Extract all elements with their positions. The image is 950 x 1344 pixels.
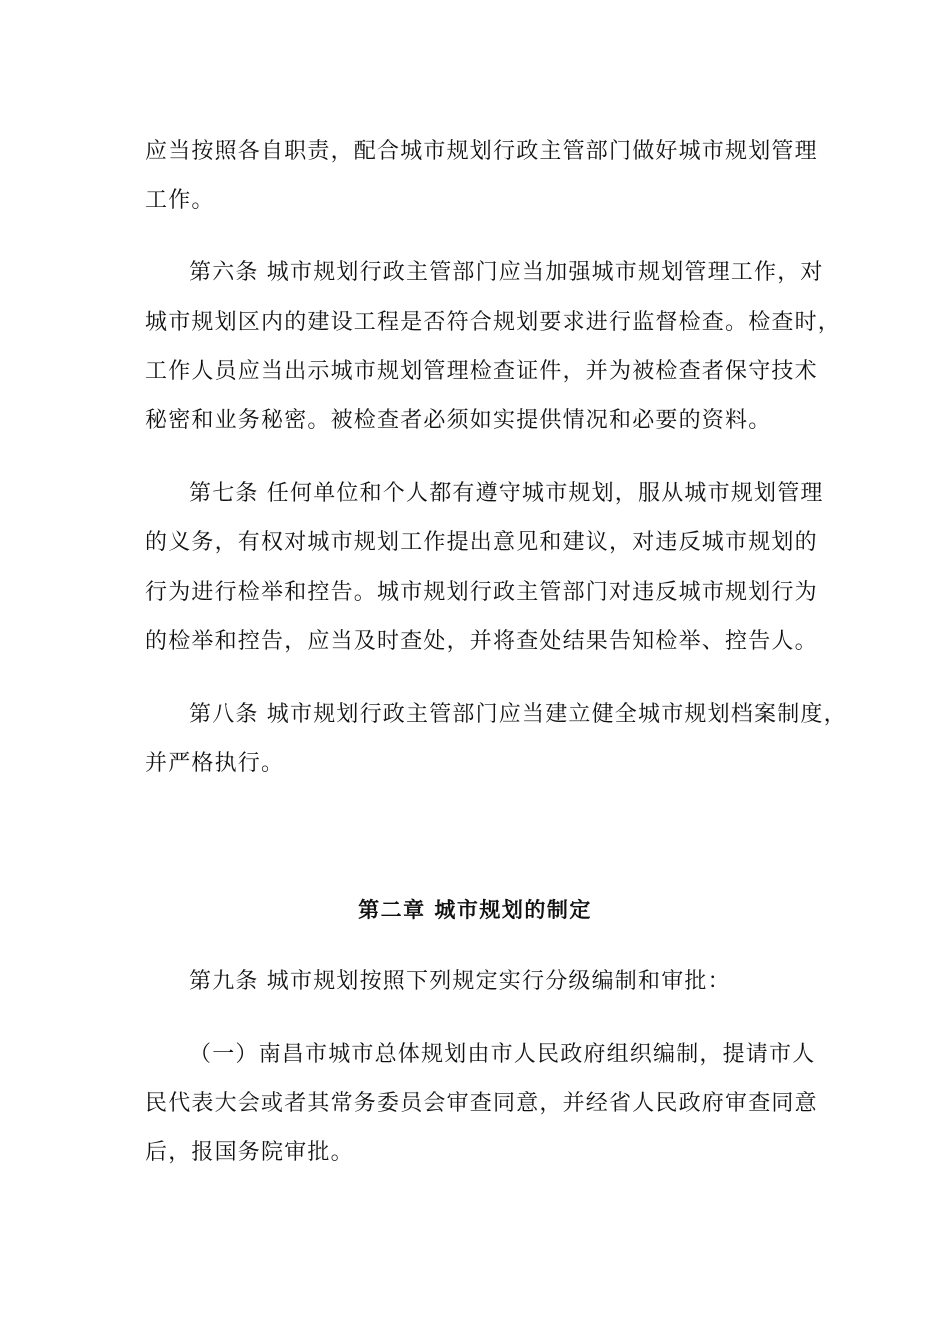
text-line: 并严格执行。 bbox=[145, 751, 285, 776]
article-9-line: 第九条 城市规划按照下列规定实行分级编制和审批： bbox=[189, 969, 731, 994]
text-line: 的义务，有权对城市规划工作提出意见和建议，对违反城市规划的 bbox=[145, 530, 818, 555]
clause-1-line: （一）南昌市城市总体规划由市人民政府组织编制，提请市人 bbox=[189, 1042, 816, 1067]
text-line: 应当按照各自职责，配合城市规划行政主管部门做好城市规划管理 bbox=[145, 139, 818, 164]
article-7-line: 第七条 任何单位和个人都有遵守城市规划，服从城市规划管理 bbox=[189, 481, 824, 506]
text-line: 民代表大会或者其常务委员会审查同意，并经省人民政府审查同意 bbox=[145, 1091, 818, 1116]
chapter-title: 第二章 城市规划的制定 bbox=[358, 898, 592, 922]
text-line: 工作。 bbox=[145, 188, 215, 213]
text-line: 的检举和控告，应当及时查处，并将查处结果告知检举、控告人。 bbox=[145, 629, 818, 654]
text-line: 秘密和业务秘密。被检查者必须如实提供情况和必要的资料。 bbox=[145, 408, 772, 433]
text-line: 行为进行检举和控告。城市规划行政主管部门对违反城市规划行为 bbox=[145, 580, 818, 605]
text-line: 工作人员应当出示城市规划管理检查证件，并为被检查者保守技术 bbox=[145, 359, 818, 384]
article-6-line: 第六条 城市规划行政主管部门应当加强城市规划管理工作，对 bbox=[189, 260, 824, 285]
text-line: 后，报国务院审批。 bbox=[145, 1140, 354, 1165]
article-8-line: 第八条 城市规划行政主管部门应当建立健全城市规划档案制度， bbox=[189, 702, 847, 727]
text-line: 城市规划区内的建设工程是否符合规划要求进行监督检查。检查时， bbox=[145, 310, 842, 335]
